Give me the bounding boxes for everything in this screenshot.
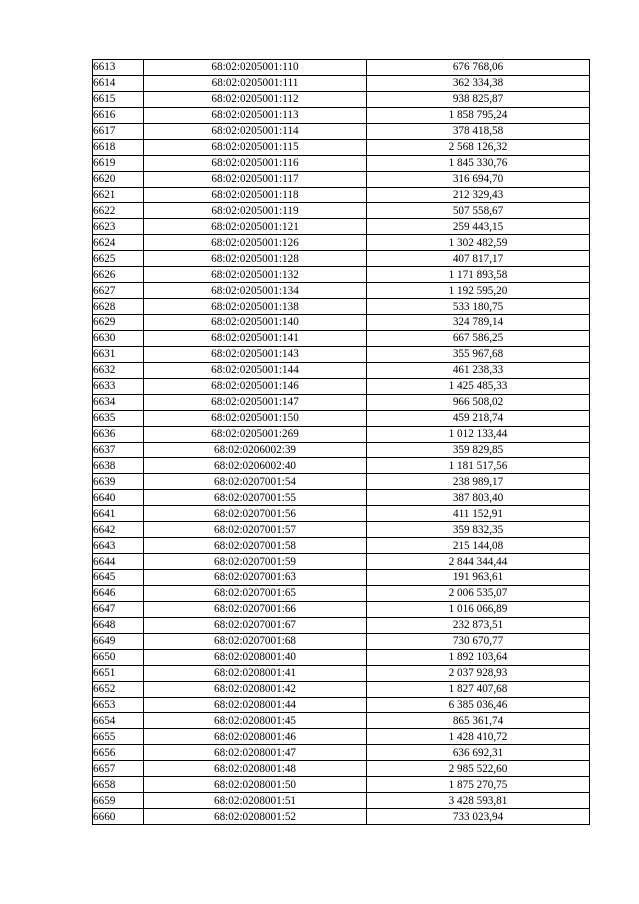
table-row: [93, 394, 590, 410]
table-row: [93, 91, 590, 107]
row-number-cell: 6628: [93, 299, 144, 315]
row-number-cell: 6651: [93, 665, 144, 681]
table-row: [93, 697, 590, 713]
table-row: [93, 203, 590, 219]
table-row: [93, 681, 590, 697]
cadastral-number-cell: 68:02:0205001:150: [144, 410, 367, 426]
cadastral-number-cell: 68:02:0207001:55: [144, 490, 367, 506]
row-number-cell: 6646: [93, 585, 144, 601]
table-row: [93, 219, 590, 235]
cadastral-number-cell: 68:02:0208001:41: [144, 665, 367, 681]
value-cell: 461 238,33: [367, 362, 590, 378]
value-cell: 324 789,14: [367, 315, 590, 331]
value-cell: 378 418,58: [367, 123, 590, 139]
value-cell: 1 892 103,64: [367, 649, 590, 665]
row-number-cell: 6648: [93, 617, 144, 633]
value-cell: 387 803,40: [367, 490, 590, 506]
row-number-cell: 6659: [93, 793, 144, 809]
value-cell: 215 144,08: [367, 538, 590, 554]
cadastral-number-cell: 68:02:0207001:65: [144, 585, 367, 601]
table-row: [93, 362, 590, 378]
cadastral-number-cell: 68:02:0205001:119: [144, 203, 367, 219]
value-cell: 359 829,85: [367, 442, 590, 458]
row-number-cell: 6627: [93, 283, 144, 299]
table-row: [93, 649, 590, 665]
table-row: [93, 745, 590, 761]
value-cell: 238 989,17: [367, 474, 590, 490]
row-number-cell: 6639: [93, 474, 144, 490]
table-body: [93, 60, 590, 825]
value-cell: 1 016 066,89: [367, 601, 590, 617]
value-cell: 407 817,17: [367, 251, 590, 267]
table-row: [93, 761, 590, 777]
row-number-cell: 6626: [93, 267, 144, 283]
row-number-cell: 6636: [93, 426, 144, 442]
row-number-cell: 6621: [93, 187, 144, 203]
cadastral-number-cell: 68:02:0207001:59: [144, 554, 367, 570]
table-row: [93, 410, 590, 426]
row-number-cell: 6615: [93, 91, 144, 107]
cadastral-number-cell: 68:02:0205001:118: [144, 187, 367, 203]
value-cell: 1 192 595,20: [367, 283, 590, 299]
value-cell: 3 428 593,81: [367, 793, 590, 809]
value-cell: 259 443,15: [367, 219, 590, 235]
value-cell: 507 558,67: [367, 203, 590, 219]
cadastral-number-cell: 68:02:0205001:112: [144, 91, 367, 107]
table-row: [93, 267, 590, 283]
row-number-cell: 6645: [93, 570, 144, 586]
table-row: [93, 633, 590, 649]
table-row: [93, 75, 590, 91]
cadastral-number-cell: 68:02:0208001:52: [144, 809, 367, 825]
row-number-cell: 6618: [93, 139, 144, 155]
table-row: [93, 506, 590, 522]
table-row: [93, 187, 590, 203]
value-cell: 359 832,35: [367, 522, 590, 538]
cadastral-number-cell: 68:02:0205001:147: [144, 394, 367, 410]
cadastral-number-cell: 68:02:0205001:111: [144, 75, 367, 91]
row-number-cell: 6622: [93, 203, 144, 219]
cadastral-number-cell: 68:02:0207001:63: [144, 570, 367, 586]
cadastral-number-cell: 68:02:0205001:113: [144, 107, 367, 123]
table-row: [93, 538, 590, 554]
row-number-cell: 6640: [93, 490, 144, 506]
row-number-cell: 6635: [93, 410, 144, 426]
cadastral-number-cell: 68:02:0205001:117: [144, 171, 367, 187]
value-cell: 1 827 407,68: [367, 681, 590, 697]
cadastral-number-cell: 68:02:0208001:40: [144, 649, 367, 665]
cadastral-number-cell: 68:02:0205001:115: [144, 139, 367, 155]
value-cell: 733 023,94: [367, 809, 590, 825]
row-number-cell: 6637: [93, 442, 144, 458]
cadastral-number-cell: 68:02:0206002:39: [144, 442, 367, 458]
value-cell: 232 873,51: [367, 617, 590, 633]
value-cell: 636 692,31: [367, 745, 590, 761]
value-cell: 1 181 517,56: [367, 458, 590, 474]
table-row: [93, 107, 590, 123]
cadastral-number-cell: 68:02:0205001:134: [144, 283, 367, 299]
value-cell: 676 768,06: [367, 60, 590, 76]
value-cell: 865 361,74: [367, 713, 590, 729]
row-number-cell: 6616: [93, 107, 144, 123]
row-number-cell: 6620: [93, 171, 144, 187]
row-number-cell: 6638: [93, 458, 144, 474]
table-row: [93, 617, 590, 633]
value-cell: 191 963,61: [367, 570, 590, 586]
row-number-cell: 6654: [93, 713, 144, 729]
row-number-cell: 6642: [93, 522, 144, 538]
row-number-cell: 6656: [93, 745, 144, 761]
value-cell: 730 670,77: [367, 633, 590, 649]
table-row: [93, 426, 590, 442]
cadastral-number-cell: 68:02:0208001:46: [144, 729, 367, 745]
cadastral-number-cell: 68:02:0205001:132: [144, 267, 367, 283]
value-cell: 1 171 893,58: [367, 267, 590, 283]
table-row: [93, 474, 590, 490]
cadastral-number-cell: 68:02:0208001:44: [144, 697, 367, 713]
row-number-cell: 6644: [93, 554, 144, 570]
row-number-cell: 6649: [93, 633, 144, 649]
table-row: [93, 570, 590, 586]
table-row: [93, 793, 590, 809]
cadastral-number-cell: 68:02:0208001:47: [144, 745, 367, 761]
table-row: [93, 458, 590, 474]
cadastral-number-cell: 68:02:0208001:42: [144, 681, 367, 697]
table-row: [93, 251, 590, 267]
cadastral-number-cell: 68:02:0207001:66: [144, 601, 367, 617]
cadastral-number-cell: 68:02:0208001:50: [144, 777, 367, 793]
cadastral-number-cell: 68:02:0205001:138: [144, 299, 367, 315]
row-number-cell: 6647: [93, 601, 144, 617]
cadastral-number-cell: 68:02:0207001:58: [144, 538, 367, 554]
value-cell: 1 858 795,24: [367, 107, 590, 123]
table-row: [93, 139, 590, 155]
value-cell: 2 985 522,60: [367, 761, 590, 777]
table-row: [93, 330, 590, 346]
value-cell: 1 302 482,59: [367, 235, 590, 251]
cadastral-number-cell: 68:02:0205001:146: [144, 378, 367, 394]
value-cell: 355 967,68: [367, 346, 590, 362]
table-row: [93, 346, 590, 362]
value-cell: 2 568 126,32: [367, 139, 590, 155]
cadastral-number-cell: 68:02:0205001:144: [144, 362, 367, 378]
cadastral-number-cell: 68:02:0205001:141: [144, 330, 367, 346]
cadastral-value-table: [92, 59, 590, 825]
value-cell: 1 845 330,76: [367, 155, 590, 171]
cadastral-number-cell: 68:02:0208001:45: [144, 713, 367, 729]
value-cell: 459 218,74: [367, 410, 590, 426]
cadastral-number-cell: 68:02:0206002:40: [144, 458, 367, 474]
table-row: [93, 601, 590, 617]
cadastral-number-cell: 68:02:0207001:68: [144, 633, 367, 649]
row-number-cell: 6641: [93, 506, 144, 522]
value-cell: 667 586,25: [367, 330, 590, 346]
cadastral-number-cell: 68:02:0207001:54: [144, 474, 367, 490]
row-number-cell: 6634: [93, 394, 144, 410]
value-cell: 533 180,75: [367, 299, 590, 315]
row-number-cell: 6660: [93, 809, 144, 825]
value-cell: 2 844 344,44: [367, 554, 590, 570]
table-row: [93, 713, 590, 729]
row-number-cell: 6652: [93, 681, 144, 697]
value-cell: 1 425 485,33: [367, 378, 590, 394]
cadastral-number-cell: 68:02:0207001:57: [144, 522, 367, 538]
row-number-cell: 6630: [93, 330, 144, 346]
table-row: [93, 315, 590, 331]
value-cell: 411 152,91: [367, 506, 590, 522]
value-cell: 6 385 036,46: [367, 697, 590, 713]
cadastral-number-cell: 68:02:0205001:116: [144, 155, 367, 171]
table-row: [93, 585, 590, 601]
cadastral-number-cell: 68:02:0205001:143: [144, 346, 367, 362]
table-row: [93, 378, 590, 394]
table-row: [93, 522, 590, 538]
cadastral-number-cell: 68:02:0205001:126: [144, 235, 367, 251]
cadastral-number-cell: 68:02:0208001:51: [144, 793, 367, 809]
value-cell: 966 508,02: [367, 394, 590, 410]
value-cell: 2 037 928,93: [367, 665, 590, 681]
value-cell: 1 875 270,75: [367, 777, 590, 793]
row-number-cell: 6643: [93, 538, 144, 554]
table-row: [93, 123, 590, 139]
row-number-cell: 6631: [93, 346, 144, 362]
row-number-cell: 6623: [93, 219, 144, 235]
table-row: [93, 299, 590, 315]
cadastral-number-cell: 68:02:0205001:140: [144, 315, 367, 331]
value-cell: 1 012 133,44: [367, 426, 590, 442]
row-number-cell: 6632: [93, 362, 144, 378]
cadastral-number-cell: 68:02:0208001:48: [144, 761, 367, 777]
value-cell: 212 329,43: [367, 187, 590, 203]
cadastral-number-cell: 68:02:0205001:128: [144, 251, 367, 267]
value-cell: 1 428 410,72: [367, 729, 590, 745]
table-row: [93, 171, 590, 187]
value-cell: 2 006 535,07: [367, 585, 590, 601]
table-row: [93, 490, 590, 506]
row-number-cell: 6657: [93, 761, 144, 777]
row-number-cell: 6613: [93, 60, 144, 76]
cadastral-number-cell: 68:02:0207001:56: [144, 506, 367, 522]
row-number-cell: 6614: [93, 75, 144, 91]
cadastral-number-cell: 68:02:0207001:67: [144, 617, 367, 633]
table-row: [93, 235, 590, 251]
row-number-cell: 6653: [93, 697, 144, 713]
value-cell: 316 694,70: [367, 171, 590, 187]
cadastral-number-cell: 68:02:0205001:110: [144, 60, 367, 76]
table-row: [93, 155, 590, 171]
cadastral-number-cell: 68:02:0205001:121: [144, 219, 367, 235]
table-row: [93, 442, 590, 458]
cadastral-number-cell: 68:02:0205001:114: [144, 123, 367, 139]
table-row: [93, 665, 590, 681]
row-number-cell: 6658: [93, 777, 144, 793]
row-number-cell: 6624: [93, 235, 144, 251]
table-row: [93, 809, 590, 825]
row-number-cell: 6633: [93, 378, 144, 394]
row-number-cell: 6655: [93, 729, 144, 745]
row-number-cell: 6650: [93, 649, 144, 665]
cadastral-number-cell: 68:02:0205001:269: [144, 426, 367, 442]
row-number-cell: 6619: [93, 155, 144, 171]
table-row: [93, 554, 590, 570]
row-number-cell: 6629: [93, 315, 144, 331]
table-row: [93, 283, 590, 299]
table-row: [93, 729, 590, 745]
table-row: [93, 60, 590, 76]
value-cell: 362 334,38: [367, 75, 590, 91]
row-number-cell: 6625: [93, 251, 144, 267]
value-cell: 938 825,87: [367, 91, 590, 107]
table-row: [93, 777, 590, 793]
row-number-cell: 6617: [93, 123, 144, 139]
